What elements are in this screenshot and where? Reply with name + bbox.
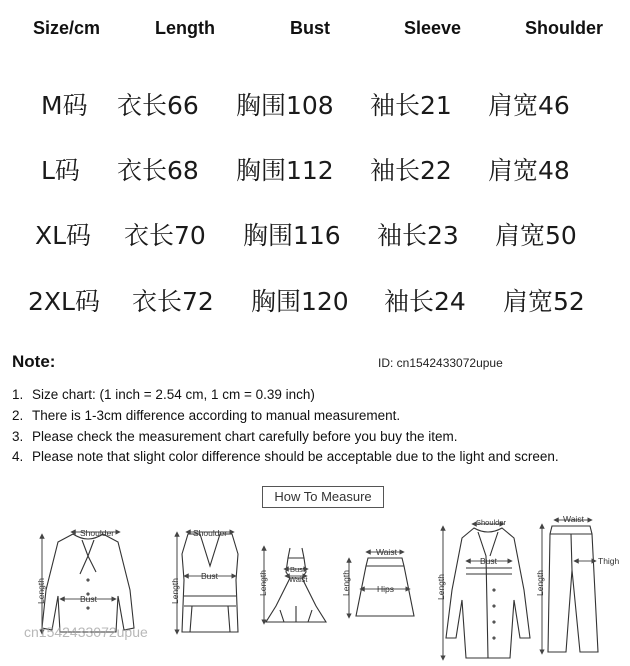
shoulder-label: Shoulder (80, 528, 115, 538)
trousers-diagram-icon (548, 526, 598, 652)
table-cell: XL码 (35, 221, 92, 250)
length-label: Length (170, 578, 180, 604)
table-cell: 胸围112 (236, 156, 334, 185)
header-shoulder: Shoulder (525, 18, 604, 38)
dress-diagram-icon (266, 548, 326, 622)
table-cell: M码 (41, 91, 88, 120)
waist-label: Waist (376, 547, 397, 557)
blouse-diagram-icon (42, 534, 134, 632)
table-cell: 胸围108 (236, 91, 334, 120)
table-cell: 袖长24 (384, 287, 466, 316)
thigh-label: Thigh (598, 556, 620, 566)
measurement-diagrams (0, 510, 630, 666)
watermark: cn1542433072upue (24, 624, 148, 640)
length-label: Length (535, 570, 545, 596)
table-cell: 袖长21 (370, 91, 452, 120)
table-cell: 肩宽46 (488, 91, 570, 120)
header-length: Length (155, 18, 215, 38)
table-cell: 肩宽50 (495, 221, 577, 250)
note-title: Note: (12, 352, 56, 371)
product-id: ID: cn1542433072upue (378, 356, 503, 370)
shoulder-label: Shoulder (193, 528, 228, 538)
table-cell: 衣长66 (117, 91, 199, 120)
hips-label: Hips (377, 584, 395, 594)
note-item: 2. There is 1-3cm difference according to manual measurement. (12, 407, 401, 423)
waist-label: Waist (563, 514, 584, 524)
bust-label: Bust (201, 571, 219, 581)
table-cell: 衣长72 (132, 287, 214, 316)
table-cell: 肩宽52 (503, 287, 585, 316)
tank-top-diagram-icon (182, 534, 238, 632)
note-list (12, 385, 559, 468)
waist-label: Waist (289, 575, 308, 584)
table-cell: L码 (41, 156, 80, 185)
length-label: Length (258, 570, 268, 596)
table-cell: 袖长23 (377, 221, 459, 250)
coat-diagram-icon (446, 528, 530, 658)
how-to-measure-title: How To Measure (262, 486, 384, 508)
note-item: 4. Please note that slight color difference should be acceptable due to the light and screen. (12, 449, 559, 465)
bust-label: Bust (290, 565, 306, 574)
note-item: 1. Size chart: (1 inch = 2.54 cm, 1 cm = 0.39 inch) (12, 387, 315, 402)
header-size: Size/cm (33, 18, 101, 38)
table-cell: 衣长68 (117, 156, 199, 185)
table-cell: 衣长70 (124, 221, 206, 250)
note-item: 3. Please check the measurement chart carefully before you buy the item. (12, 428, 458, 444)
bust-label: Bust (480, 556, 498, 566)
length-label: Length (341, 570, 351, 596)
table-cell: 2XL码 (28, 287, 100, 316)
bust-label: Bust (80, 594, 98, 604)
table-cell: 肩宽48 (488, 156, 570, 185)
table-cell: 胸围116 (243, 221, 341, 250)
header-sleeve: Sleeve (404, 18, 462, 38)
shoulder-label: Shoulder (476, 518, 507, 527)
table-cell: 胸围120 (251, 287, 349, 316)
length-label: Length (36, 578, 46, 604)
table-cell: 袖长22 (370, 156, 452, 185)
header-bust: Bust (290, 18, 330, 38)
length-label: Length (436, 574, 446, 600)
